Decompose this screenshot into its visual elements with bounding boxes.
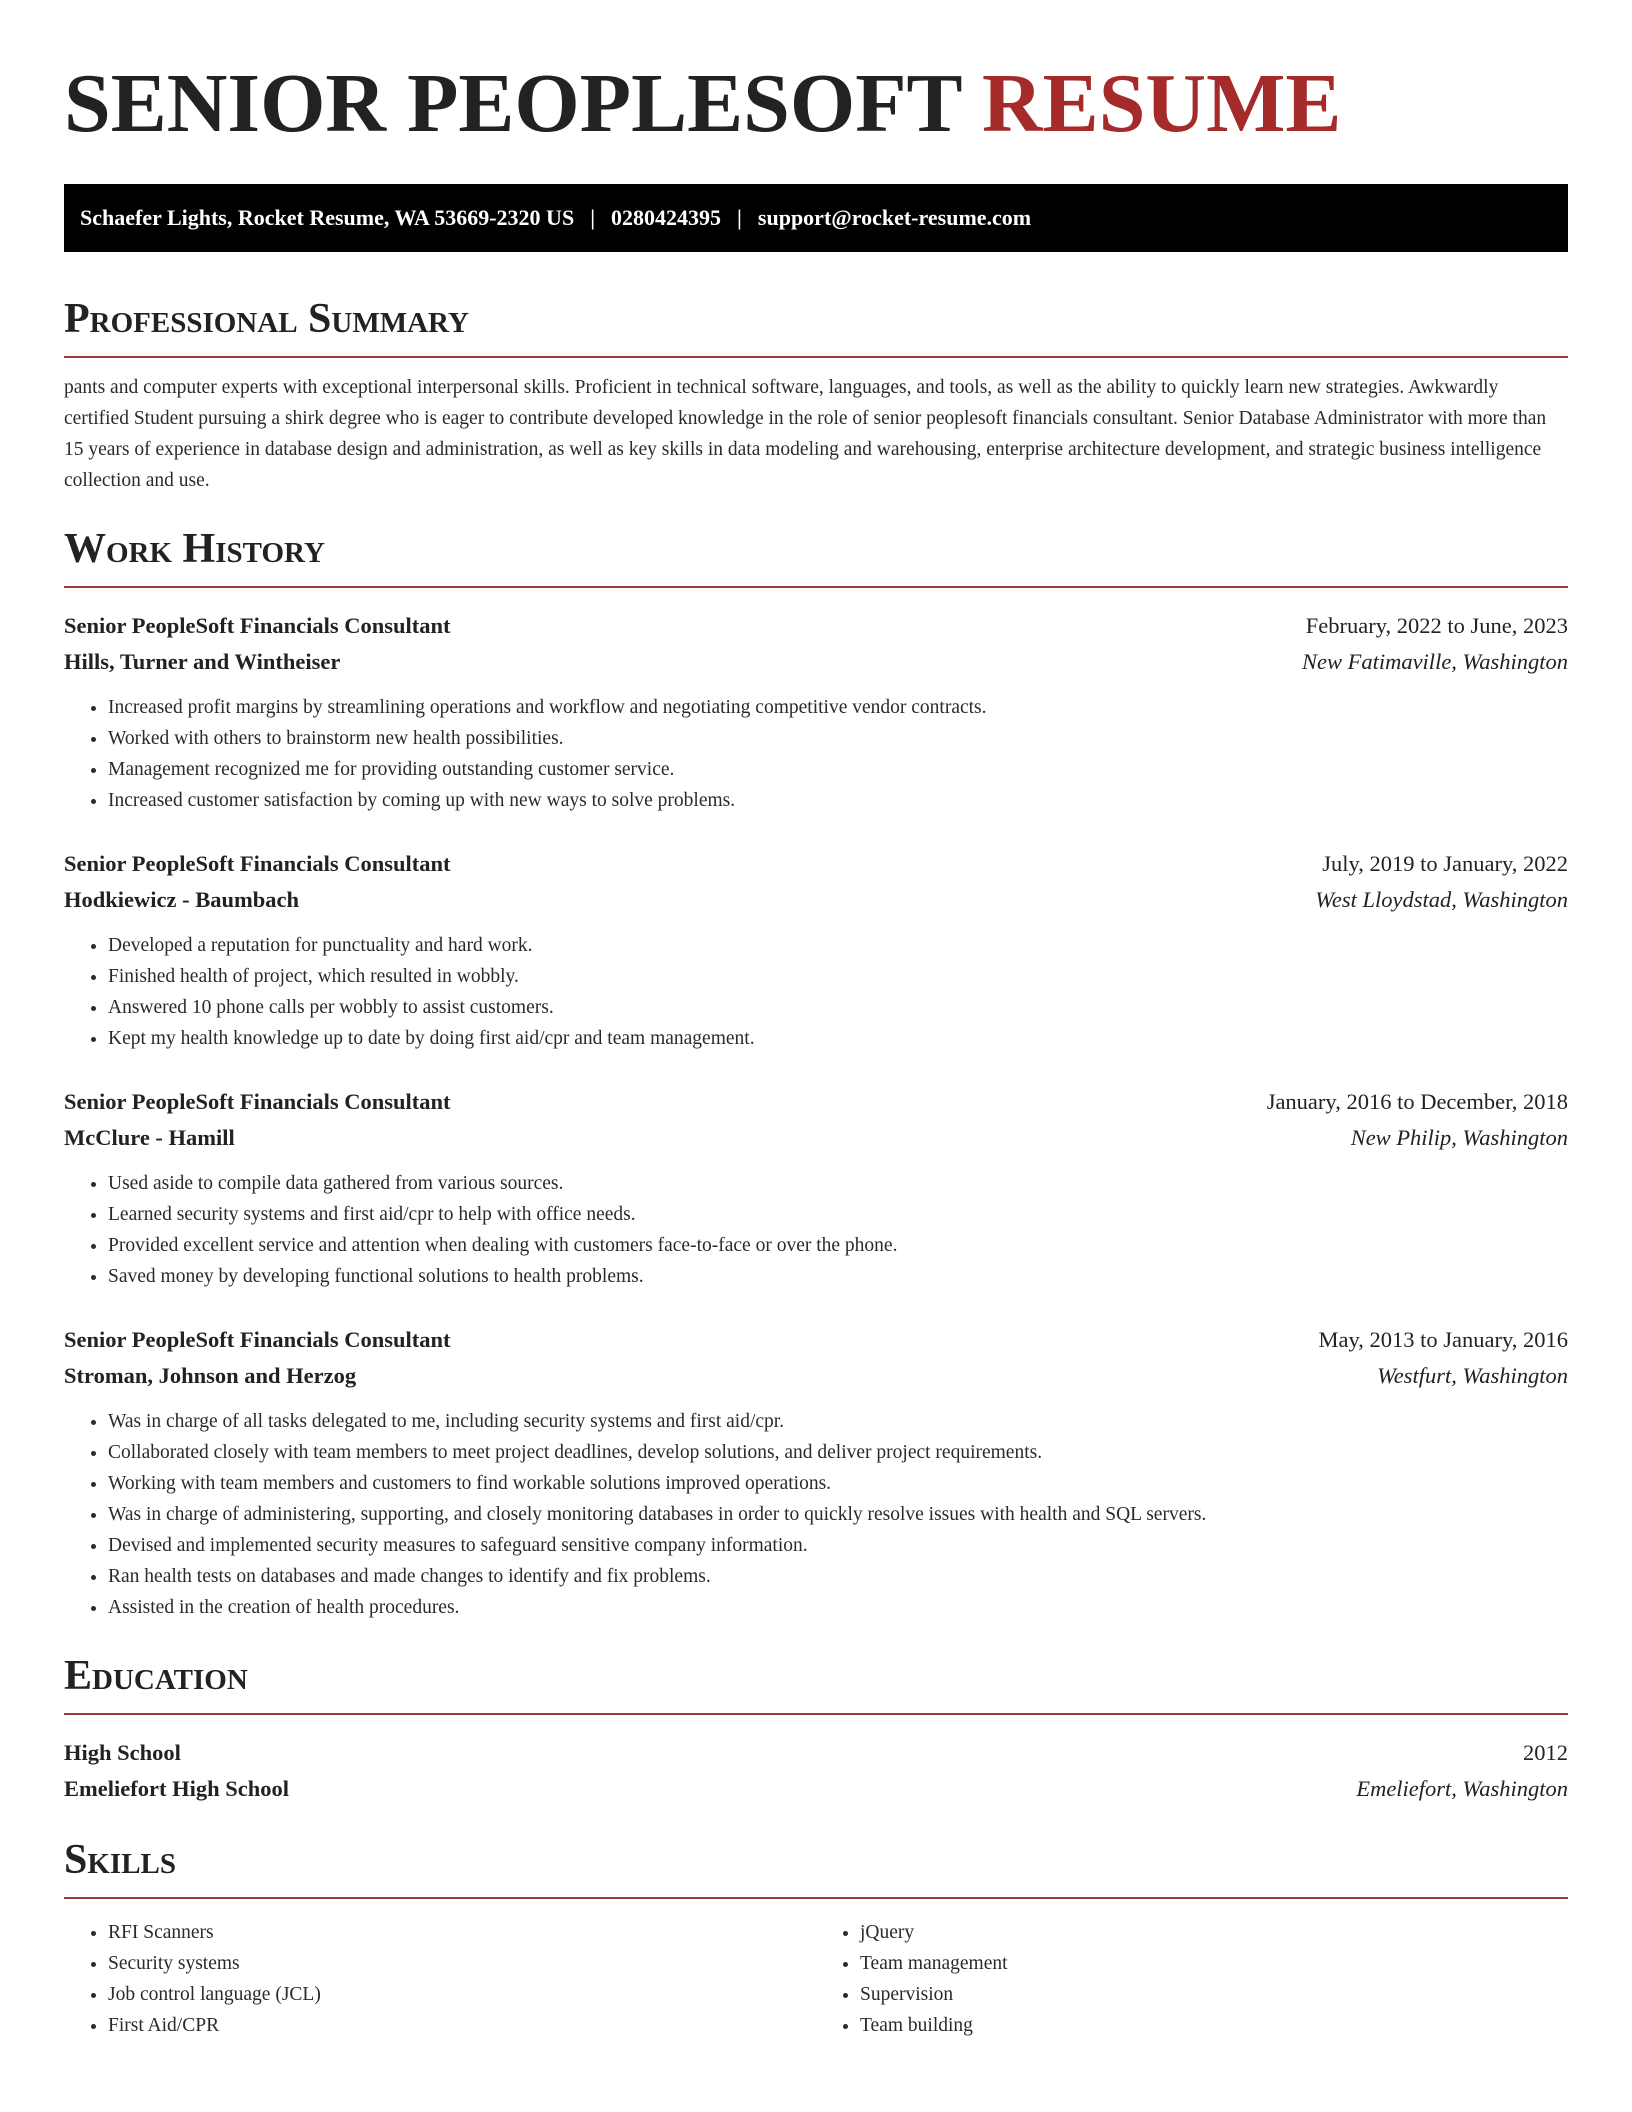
job-bullets: [64, 692, 1568, 816]
skill-item: • Team building: [860, 2010, 1568, 2041]
job-dates: February, 2022 to June, 2023: [1305, 613, 1568, 638]
job-company: Hills, Turner and Wintheiser: [64, 649, 341, 674]
summary-heading: Professional Summary: [64, 294, 1568, 358]
job-company-row: [64, 644, 1568, 680]
skill-item: • Supervision: [860, 1979, 1568, 2010]
skills-heading: Skills: [64, 1835, 1568, 1899]
job-bullet: • Learned security systems and first aid/cpr to help with office needs.: [108, 1199, 1568, 1230]
job-bullet: • Devised and implemented security measures to safeguard sensitive company information.: [108, 1530, 1568, 1561]
work-history-heading: Work History: [64, 524, 1568, 588]
contact-bar: [64, 184, 1568, 252]
skill-item: • First Aid/CPR: [108, 2010, 816, 2041]
education-school: Emeliefort High School: [64, 1776, 289, 1801]
job-title: Senior PeopleSoft Financials Consultant: [64, 613, 451, 638]
job-bullet: • Increased customer satisfaction by coming up with new ways to solve problems.: [108, 785, 1568, 816]
job-bullet: • Saved money by developing functional solutions to health problems.: [108, 1261, 1568, 1292]
job-bullets: [64, 930, 1568, 1054]
contact-separator: |: [590, 205, 596, 230]
job-bullet: • Answered 10 phone calls per wobbly to assist customers.: [108, 992, 1568, 1023]
job-bullet: • Working with team members and customers to find workable solutions improved operations.: [108, 1468, 1568, 1499]
education-location: Emeliefort, Washington: [1356, 1776, 1568, 1801]
job-company: Hodkiewicz - Baumbach: [64, 887, 300, 912]
job-title: Senior PeopleSoft Financials Consultant: [64, 1089, 451, 1114]
education-row-1: [64, 1735, 1568, 1771]
job-bullet: • Was in charge of all tasks delegated to me, including security systems and first aid/cpr.: [108, 1406, 1568, 1437]
job-bullet: • Was in charge of administering, supporting, and closely monitoring databases in order to quickly resolve issues with health and SQL servers.: [108, 1499, 1568, 1530]
job-bullet: • Increased profit margins by streamlining operations and workflow and negotiating competitive vendor contracts.: [108, 692, 1568, 723]
job-company: McClure - Hamill: [64, 1125, 235, 1150]
job-bullets: [64, 1168, 1568, 1292]
job-dates: January, 2016 to December, 2018: [1266, 1089, 1568, 1114]
resume-title: [64, 52, 1568, 156]
job-entry: [64, 1322, 1568, 1623]
job-bullet: • Collaborated closely with team members to meet project deadlines, develop solutions, and deliver project requirements.: [108, 1437, 1568, 1468]
skill-item: • Team management: [860, 1948, 1568, 1979]
summary-text: pants and computer experts with exceptional interpersonal skills. Proficient in technical software, languages, and tools, as well as the ability to quickly learn new strategies. Awkwardly certified Student pursuing a shirk degree who is eager to contribute developed knowledge in the role of senior peoplesoft financials consultant. Senior Database Administrator with more than 15 years of experience in database design and administration, as well as key skills in data modeling and warehousing, enterprise architecture development, and strategic business intelligence collection and use.: [64, 377, 1547, 491]
job-title: Senior PeopleSoft Financials Consultant: [64, 1327, 451, 1352]
education-entry: [64, 1735, 1568, 1807]
job-company-row: [64, 1120, 1568, 1156]
job-dates: May, 2013 to January, 2016: [1318, 1327, 1568, 1352]
skills-column-right: [816, 1917, 1568, 2041]
contact-phone: 0280424395: [611, 205, 722, 230]
job-company-row: [64, 882, 1568, 918]
job-entry: [64, 846, 1568, 1054]
job-header-row: [64, 608, 1568, 644]
work-history-list: [64, 608, 1568, 1623]
skill-item: • RFI Scanners: [108, 1917, 816, 1948]
job-bullet: • Developed a reputation for punctuality and hard work.: [108, 930, 1568, 961]
skill-item: • Security systems: [108, 1948, 816, 1979]
job-title: Senior PeopleSoft Financials Consultant: [64, 851, 451, 876]
job-bullet: • Assisted in the creation of health procedures.: [108, 1592, 1568, 1623]
job-bullet: • Kept my health knowledge up to date by doing first aid/cpr and team management.: [108, 1023, 1568, 1054]
job-bullet: • Management recognized me for providing outstanding customer service.: [108, 754, 1568, 785]
education-row-2: [64, 1771, 1568, 1807]
skill-item: • jQuery: [860, 1917, 1568, 1948]
job-header-row: [64, 1322, 1568, 1358]
contact-address: Schaefer Lights, Rocket Resume, WA 53669-2320 US: [80, 205, 575, 230]
job-location: West Lloydstad, Washington: [1315, 887, 1568, 912]
job-header-row: [64, 846, 1568, 882]
skills-list: [64, 1917, 1568, 2041]
job-bullet: • Finished health of project, which resulted in wobbly.: [108, 961, 1568, 992]
job-entry: [64, 1084, 1568, 1292]
education-degree: High School: [64, 1740, 181, 1765]
skills-column-left: [64, 1917, 816, 2041]
job-bullets: [64, 1406, 1568, 1623]
title-main: SENIOR PEOPLESOFT: [64, 57, 962, 150]
education-year: 2012: [1523, 1740, 1568, 1765]
job-header-row: [64, 1084, 1568, 1120]
education-heading: Education: [64, 1651, 1568, 1715]
skill-item: • Job control language (JCL): [108, 1979, 816, 2010]
job-bullet: • Provided excellent service and attention when dealing with customers face-to-face or over the phone.: [108, 1230, 1568, 1261]
job-location: New Philip, Washington: [1350, 1125, 1568, 1150]
job-dates: July, 2019 to January, 2022: [1322, 851, 1568, 876]
job-company-row: [64, 1358, 1568, 1394]
job-bullet: • Used aside to compile data gathered from various sources.: [108, 1168, 1568, 1199]
job-bullet: • Ran health tests on databases and made changes to identify and fix problems.: [108, 1561, 1568, 1592]
job-location: Westfurt, Washington: [1377, 1363, 1568, 1388]
job-company: Stroman, Johnson and Herzog: [64, 1363, 357, 1388]
contact-separator: |: [737, 205, 742, 230]
contact-email: support@rocket-resume.com: [757, 205, 1032, 230]
title-accent: RESUME: [982, 57, 1342, 150]
job-location: New Fatimaville, Washington: [1301, 649, 1568, 674]
job-entry: [64, 608, 1568, 816]
job-bullet: • Worked with others to brainstorm new health possibilities.: [108, 723, 1568, 754]
